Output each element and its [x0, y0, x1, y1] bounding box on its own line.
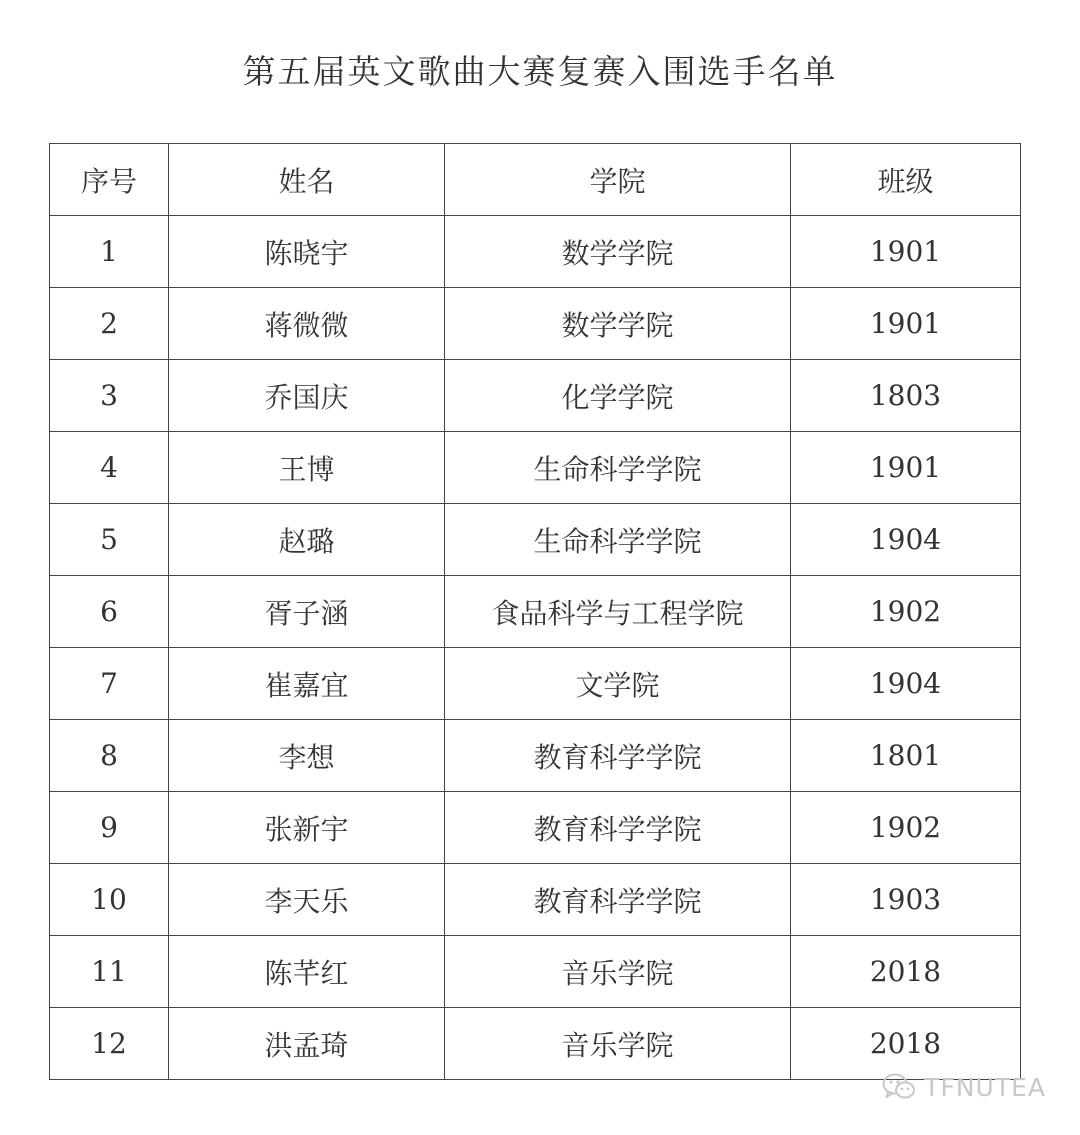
cell-number: 2	[50, 288, 169, 360]
cell-number: 12	[50, 1008, 169, 1080]
cell-class: 1902	[791, 792, 1021, 864]
table-row	[50, 576, 1021, 648]
cell-name: 王博	[169, 432, 445, 504]
cell-number: 7	[50, 648, 169, 720]
table-row	[50, 1008, 1021, 1080]
table-row	[50, 720, 1021, 792]
cell-name: 陈晓宇	[169, 216, 445, 288]
cell-college: 生命科学学院	[445, 504, 791, 576]
cell-number: 9	[50, 792, 169, 864]
cell-name: 陈芊红	[169, 936, 445, 1008]
table-row	[50, 216, 1021, 288]
cell-number: 3	[50, 360, 169, 432]
watermark	[882, 1067, 1046, 1107]
cell-college: 教育科学学院	[445, 720, 791, 792]
cell-college: 生命科学学院	[445, 432, 791, 504]
header-name: 姓名	[169, 144, 445, 216]
table-row	[50, 504, 1021, 576]
header-class: 班级	[791, 144, 1021, 216]
cell-college: 化学学院	[445, 360, 791, 432]
cell-number: 10	[50, 864, 169, 936]
page-title: 第五届英文歌曲大赛复赛入围选手名单	[242, 52, 838, 91]
table-row	[50, 792, 1021, 864]
cell-class: 1904	[791, 504, 1021, 576]
cell-college: 教育科学学院	[445, 864, 791, 936]
cell-class: 2018	[791, 1008, 1021, 1080]
cell-name: 乔国庆	[169, 360, 445, 432]
cell-class: 1801	[791, 720, 1021, 792]
cell-name: 蒋微微	[169, 288, 445, 360]
cell-class: 1904	[791, 648, 1021, 720]
cell-number: 6	[50, 576, 169, 648]
header-number: 序号	[50, 144, 169, 216]
cell-class: 1901	[791, 432, 1021, 504]
table-row	[50, 432, 1021, 504]
cell-name: 洪孟琦	[169, 1008, 445, 1080]
cell-name: 赵璐	[169, 504, 445, 576]
table-row	[50, 864, 1021, 936]
cell-college: 音乐学院	[445, 936, 791, 1008]
wechat-icon	[882, 1073, 916, 1101]
table-header-row	[50, 144, 1021, 216]
table-body	[50, 216, 1021, 1080]
cell-class: 2018	[791, 936, 1021, 1008]
cell-college: 教育科学学院	[445, 792, 791, 864]
table-row	[50, 936, 1021, 1008]
cell-name: 张新宇	[169, 792, 445, 864]
cell-college: 数学学院	[445, 288, 791, 360]
cell-class: 1903	[791, 864, 1021, 936]
cell-class: 1803	[791, 360, 1021, 432]
header-college: 学院	[445, 144, 791, 216]
watermark-text: TFNUTEA	[924, 1072, 1046, 1102]
cell-college: 音乐学院	[445, 1008, 791, 1080]
cell-college: 数学学院	[445, 216, 791, 288]
cell-class: 1901	[791, 288, 1021, 360]
cell-number: 1	[50, 216, 169, 288]
cell-name: 胥子涵	[169, 576, 445, 648]
table-row	[50, 648, 1021, 720]
cell-college: 食品科学与工程学院	[445, 576, 791, 648]
cell-number: 8	[50, 720, 169, 792]
cell-college: 文学院	[445, 648, 791, 720]
table-row	[50, 360, 1021, 432]
cell-number: 11	[50, 936, 169, 1008]
cell-number: 5	[50, 504, 169, 576]
finalists-table	[49, 143, 1021, 1080]
table-row	[50, 288, 1021, 360]
cell-name: 李天乐	[169, 864, 445, 936]
cell-name: 李想	[169, 720, 445, 792]
cell-name: 崔嘉宜	[169, 648, 445, 720]
cell-number: 4	[50, 432, 169, 504]
cell-class: 1902	[791, 576, 1021, 648]
cell-class: 1901	[791, 216, 1021, 288]
